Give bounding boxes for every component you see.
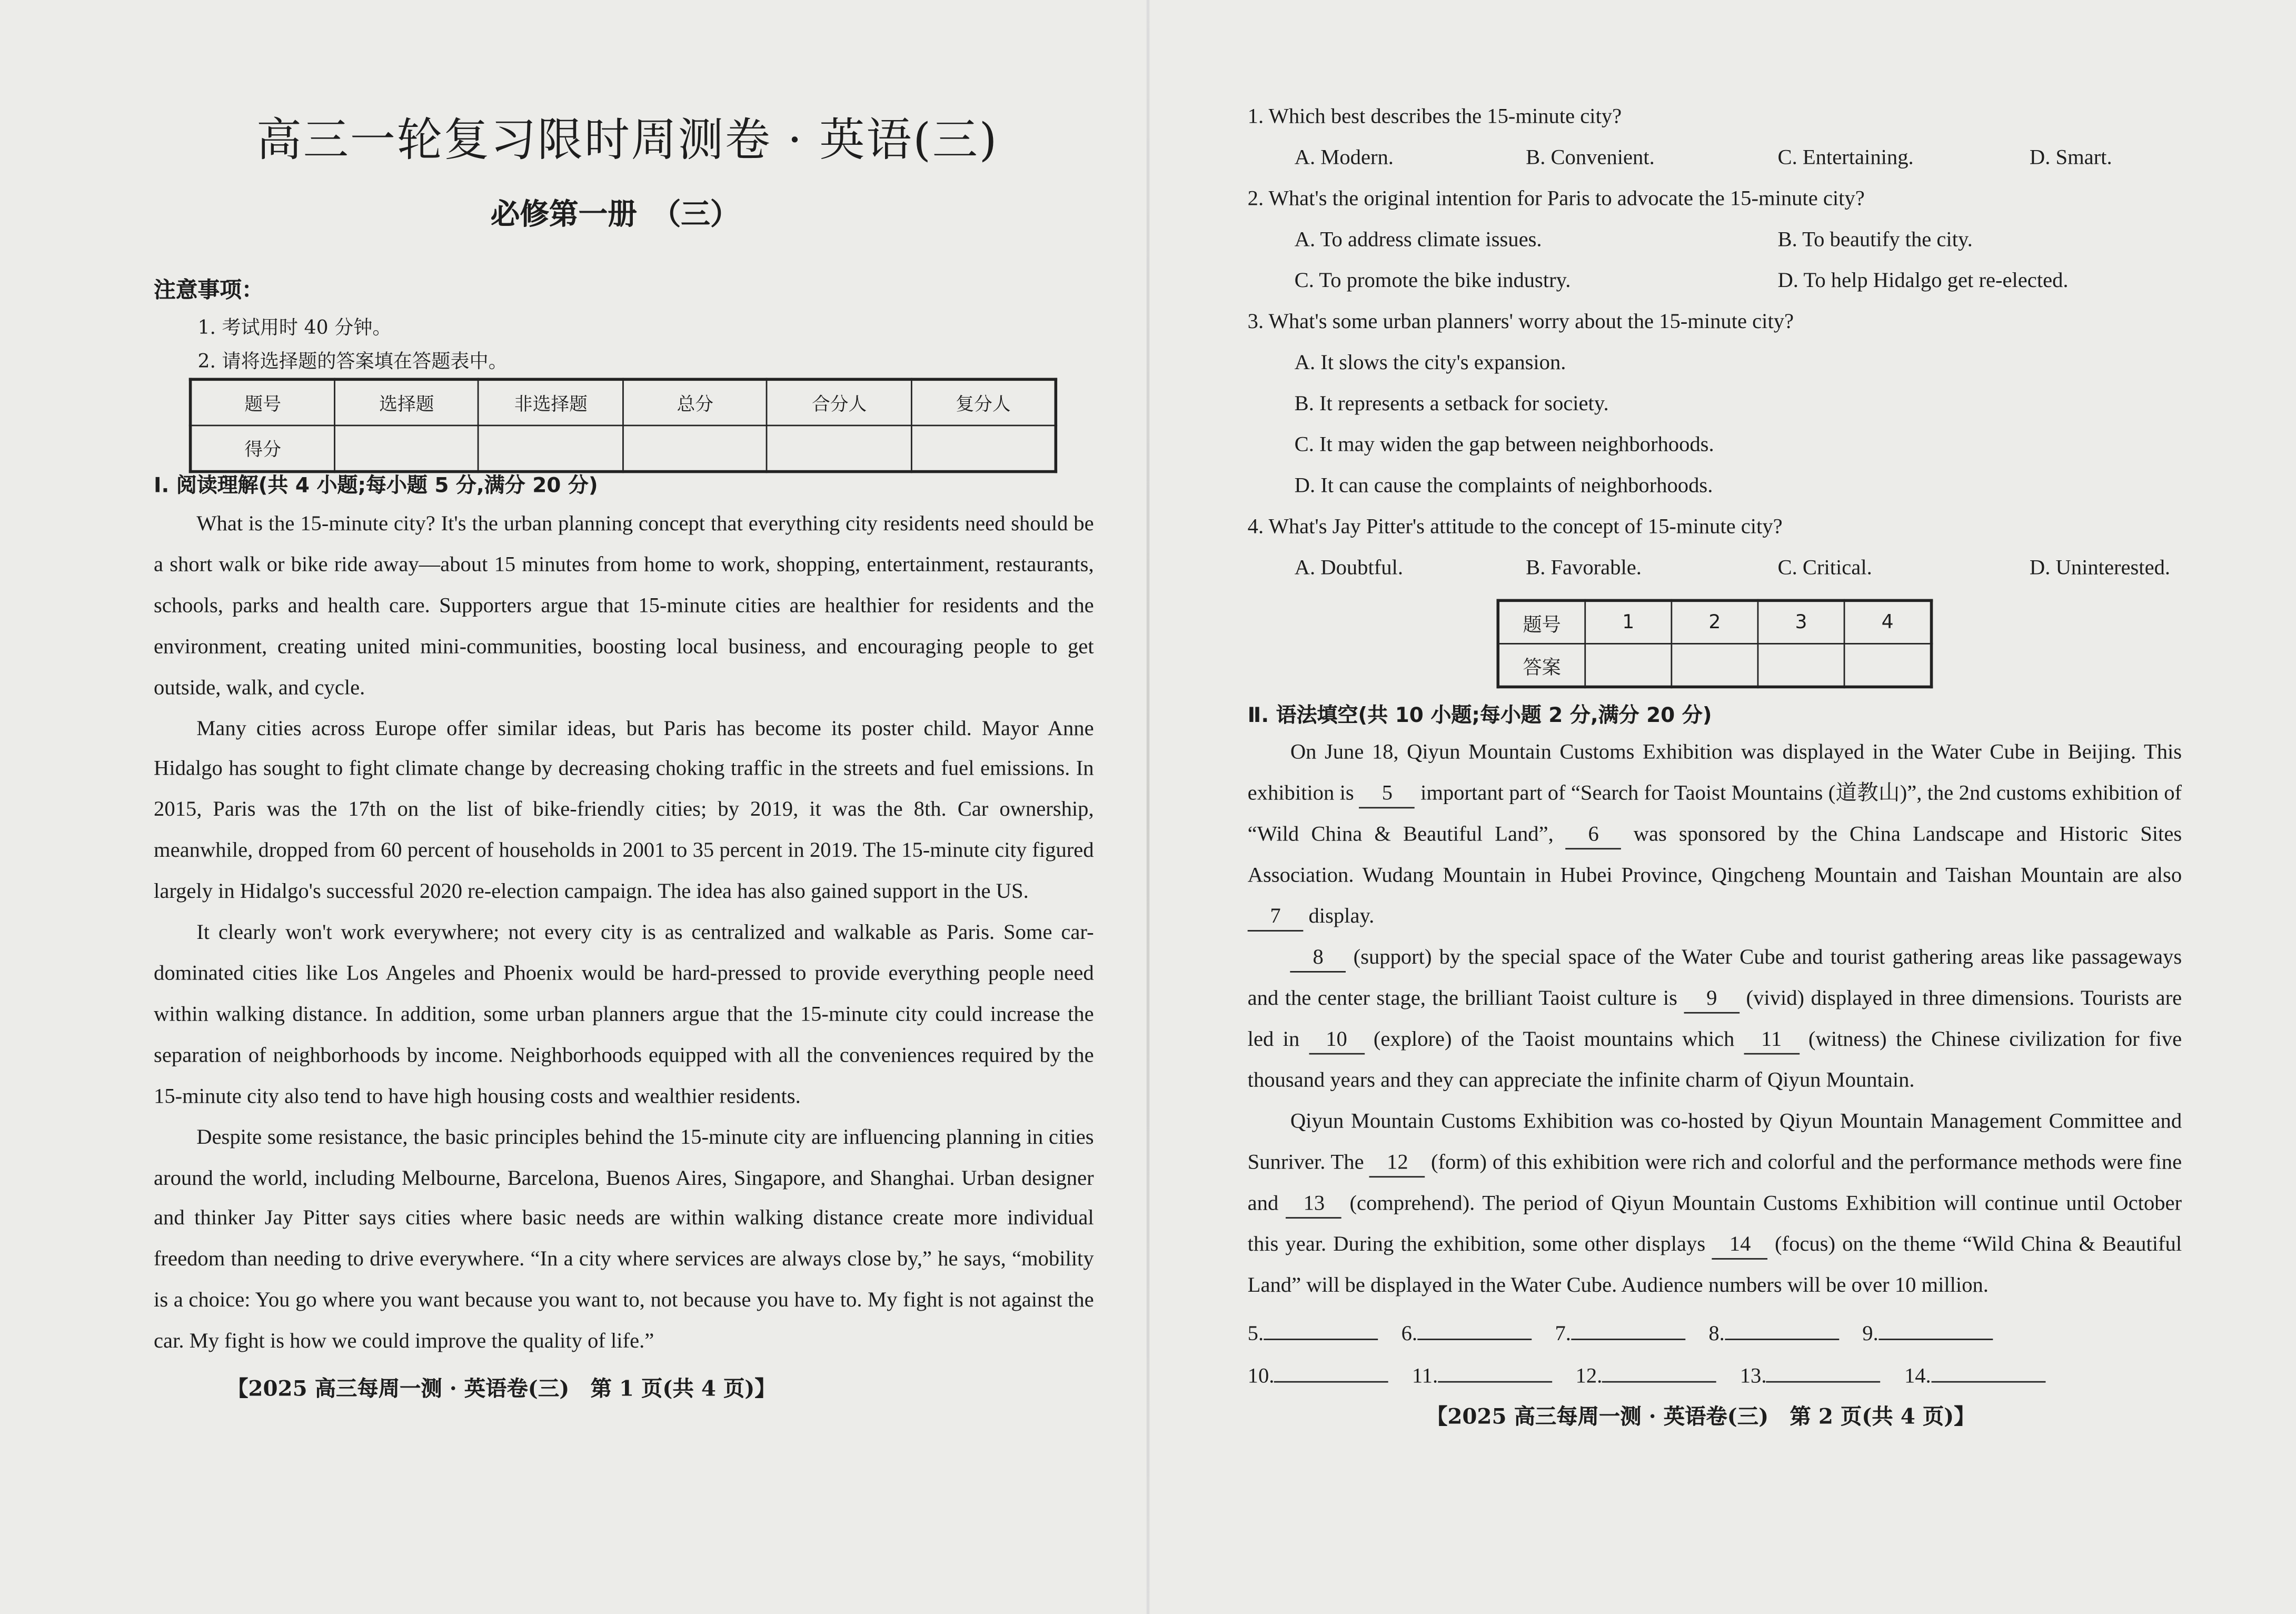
answer-number: 10. (1247, 1365, 1275, 1389)
grammar-blank[interactable]: 9 (1684, 986, 1740, 1014)
grammar-blank[interactable]: 6 (1566, 821, 1622, 849)
question-option[interactable]: A. Modern. (1294, 146, 1394, 170)
answer-number: 6. (1401, 1322, 1418, 1346)
answer-blank-line[interactable] (1725, 1318, 1839, 1340)
grammar-text: (support) by the special space of the Water Cube and tourist gathering areas like passageways and the center stage, the brilliant Taoist culture is (1247, 946, 2182, 1011)
answer-cell: 答案 (1498, 643, 1585, 687)
question-option[interactable]: C. Critical. (1777, 556, 1872, 580)
answer-cell: 1 (1585, 600, 1672, 643)
score-cell: 非选择题 (479, 379, 623, 425)
answer-cell[interactable] (1844, 643, 1931, 687)
score-cell[interactable] (479, 425, 623, 472)
answer-blank-line[interactable] (1931, 1361, 2045, 1383)
page-footer: 【2025 高三每周一测 · 英语卷(三) 第 1 页(共 4 页)】 (227, 1377, 776, 1402)
grammar-blank[interactable]: 7 (1248, 904, 1304, 932)
question-option[interactable]: D. It can cause the complaints of neighborhoods. (1294, 474, 1713, 498)
score-cell[interactable] (623, 425, 767, 472)
answer-cell: 2 (1672, 600, 1758, 643)
question-stem: 4. What's Jay Pitter's attitude to the concept of 15-minute city? (1247, 516, 1783, 539)
reading-section (154, 506, 1094, 1403)
answer-blank-line[interactable] (1878, 1318, 1993, 1340)
grammar-text: was sponsored by the China Landscape and Historic Sites Association. Wudang Mountain in Hubei Province, Qingcheng Mountain and Taishan Mountain are also (1247, 823, 2182, 888)
question-stem: 1. Which best describes the 15-minute city? (1247, 105, 1622, 129)
grammar-blank[interactable]: 12 (1369, 1150, 1425, 1177)
score-cell[interactable] (911, 425, 1056, 472)
answer-line-row (1248, 1318, 2182, 1349)
question-option[interactable]: D. To help Hidalgo get re-elected. (1777, 269, 2069, 293)
answer-cell: 3 (1758, 600, 1844, 643)
grammar-blank[interactable]: 8 (1290, 945, 1346, 973)
question-option[interactable]: C. Entertaining. (1777, 146, 1914, 170)
question-option[interactable]: C. It may widen the gap between neighborhoods. (1294, 433, 1714, 457)
answer-cell[interactable] (1585, 643, 1672, 687)
grammar-text: display. (1303, 905, 1375, 929)
answer-lines (1248, 1318, 2182, 1391)
answer-number: 12. (1575, 1365, 1603, 1389)
grammar-paragraph (1248, 732, 2182, 937)
page-fold-divider (1147, 0, 1150, 1614)
question-stem: 3. What's some urban planners' worry about the 15-minute city? (1247, 310, 1794, 334)
grammar-text: (vivid) displayed in three dimensions. Tourists are led in (1247, 987, 2182, 1052)
grammar-blank[interactable]: 5 (1359, 780, 1415, 808)
answer-table (1496, 599, 1933, 689)
score-cell: 得分 (191, 425, 335, 472)
score-cell[interactable] (334, 425, 479, 472)
notice-item: 1. 考试用时 40 分钟。 (197, 318, 392, 340)
question-option[interactable]: D. Smart. (2029, 146, 2112, 170)
section-1-heading: Ⅰ. 阅读理解(共 4 小题;每小题 5 分,满分 20 分) (154, 474, 598, 498)
grammar-paragraph (1248, 1102, 2182, 1306)
question-option[interactable]: A. It slows the city's expansion. (1294, 351, 1566, 375)
answer-number: 5. (1247, 1322, 1264, 1346)
answer-number: 8. (1708, 1322, 1725, 1346)
page-footer: 【2025 高三每周一测 · 英语卷(三) 第 2 页(共 4 页)】 (1426, 1404, 1975, 1430)
answer-number: 9. (1862, 1322, 1878, 1346)
answer-number: 14. (1904, 1365, 1931, 1389)
score-cell: 合分人 (767, 379, 911, 425)
question-option[interactable]: A. Doubtful. (1294, 556, 1404, 580)
question-option[interactable]: B. Favorable. (1526, 556, 1642, 580)
score-cell[interactable] (767, 425, 911, 472)
grammar-text: (form) of this exhibition were rich and colorful and the performance methods were fine and (1247, 1151, 2182, 1216)
question-option[interactable]: A. To address climate issues. (1294, 228, 1542, 252)
answer-cell: 4 (1844, 600, 1931, 643)
answer-blank-line[interactable] (1417, 1318, 1532, 1340)
answer-number: 13. (1740, 1365, 1767, 1389)
passage-paragraph: Many cities across Europe offer similar ideas, but Paris has become its poster child. Mayor Anne Hidalgo has sought to fight climate change by decreasing choking traffic in the streets and fuel emissions. In 2015, Paris was the 17th on the list of bike-friendly cities; by 2019, it was the 8th. Car ownership, meanwhile, dropped from 60 percent of households in 2001 to 35 percent in 2019. The 15-minute city figured largely in Hidalgo's successful 2020 re-election campaign. The idea has also gained support in the US. (154, 717, 1094, 904)
score-cell: 复分人 (911, 379, 1056, 425)
answer-number: 11. (1412, 1365, 1438, 1389)
grammar-blank[interactable]: 11 (1744, 1027, 1800, 1055)
score-cell: 总分 (623, 379, 767, 425)
answer-blank-line[interactable] (1438, 1361, 1552, 1383)
score-cell: 选择题 (334, 379, 479, 425)
notice-heading: 注意事项： (154, 276, 264, 303)
notice-item: 2. 请将选择题的答案填在答题表中。 (197, 351, 508, 374)
exam-subtitle: 必修第一册 （三） (490, 196, 740, 232)
answer-number: 7. (1555, 1322, 1571, 1346)
answer-line-row (1248, 1361, 2182, 1391)
passage-paragraph: It clearly won't work everywhere; not every city is as centralized and walkable as Paris. Some car-dominated cities like Los Angeles and Phoenix would be hard-pressed to provide everything people need within walking distance. In addition, some urban planners argue that the 15-minute city could increase the separation of neighborhoods by income. Neighborhoods equipped with all the conveniences required by the 15-minute city also tend to have high housing costs and wealthier residents. (154, 921, 1094, 1108)
answer-cell: 题号 (1498, 600, 1585, 643)
grammar-text: (comprehend). The period of Qiyun Mountain Customs Exhibition will continue until October this year. During the exhibition, some other displays (1247, 1192, 2182, 1257)
exam-title: 高三一轮复习限时周测卷 · 英语(三) (256, 114, 999, 167)
answer-blank-line[interactable] (1274, 1361, 1388, 1383)
answer-blank-line[interactable] (1602, 1361, 1716, 1383)
question-option[interactable]: B. Convenient. (1526, 146, 1655, 170)
grammar-text: (witness) the Chinese civilization for five thousand years and they can appreciate the infinite charm of Qiyun Mountain. (1247, 1028, 2182, 1093)
grammar-text: On June 18, Qiyun Mountain Customs Exhibition was displayed in the Water Cube in Beijing. This exhibition is (1247, 741, 2182, 806)
grammar-blank[interactable]: 14 (1712, 1232, 1768, 1260)
reading-passage (154, 506, 1094, 1364)
grammar-paragraph (1248, 937, 2182, 1102)
grammar-blank[interactable]: 10 (1309, 1027, 1365, 1055)
answer-cell[interactable] (1758, 643, 1844, 687)
grammar-text: important part of “Search for Taoist Mountains (道教山)”, the 2nd customs exhibition of “Wild China & Beautiful Land”, (1247, 782, 2182, 847)
grammar-text: (focus) on the theme “Wild China & Beautiful Land” will be displayed in the Water Cube. Audience numbers will be over 10 million. (1247, 1233, 2182, 1298)
passage-paragraph: What is the 15-minute city? It's the urban planning concept that everything city residents need should be a short walk or bike ride away—about 15 minutes from home to work, shopping, entertainment, restaurants, schools, parks and health care. Supporters argue that 15-minute cities are healthier for residents and the environment, creating united mini-communities, boosting local business, and encouraging people to get outside, walk, and cycle. (154, 512, 1094, 700)
grammar-blank[interactable]: 13 (1286, 1191, 1342, 1219)
question-stem: 2. What's the original intention for Paris to advocate the 15-minute city? (1247, 187, 1865, 211)
grammar-passage (1248, 732, 2182, 1306)
question-option[interactable]: D. Uninterested. (2029, 556, 2171, 580)
answer-cell[interactable] (1672, 643, 1758, 687)
answer-blank-line[interactable] (1767, 1361, 1881, 1383)
question-option[interactable]: B. It represents a setback for society. (1294, 392, 1609, 416)
passage-paragraph: Despite some resistance, the basic principles behind the 15-minute city are influencing planning in cities around the world, including Melbourne, Barcelona, Buenos Aires, Singapore, and Shanghai. Urban designer and thinker Jay Pitter says cities where basic needs are within walking distance create more individual freedom than needing to drive everywhere. “In a city where services are always close by,” he says, “mobility is a choice: You go where you want because you want to, not because you have to. My fight is not against the car. My fight is how we could improve the quality of life.” (154, 1125, 1094, 1354)
question-option[interactable]: B. To beautify the city. (1777, 228, 1973, 252)
section-2-heading: Ⅱ. 语法填空(共 10 小题;每小题 2 分,满分 20 分) (1247, 704, 1712, 728)
score-table (189, 378, 1057, 473)
grammar-text: (explore) of the Taoist mountains which (1364, 1028, 1744, 1052)
grammar-section (1248, 732, 2182, 1431)
answer-blank-line[interactable] (1264, 1318, 1378, 1340)
question-option[interactable]: C. To promote the bike industry. (1294, 269, 1571, 293)
answer-blank-line[interactable] (1571, 1318, 1685, 1340)
grammar-text: Qiyun Mountain Customs Exhibition was co-hosted by Qiyun Mountain Management Committee and Sunriver. The (1247, 1110, 2182, 1175)
score-cell: 题号 (191, 379, 335, 425)
